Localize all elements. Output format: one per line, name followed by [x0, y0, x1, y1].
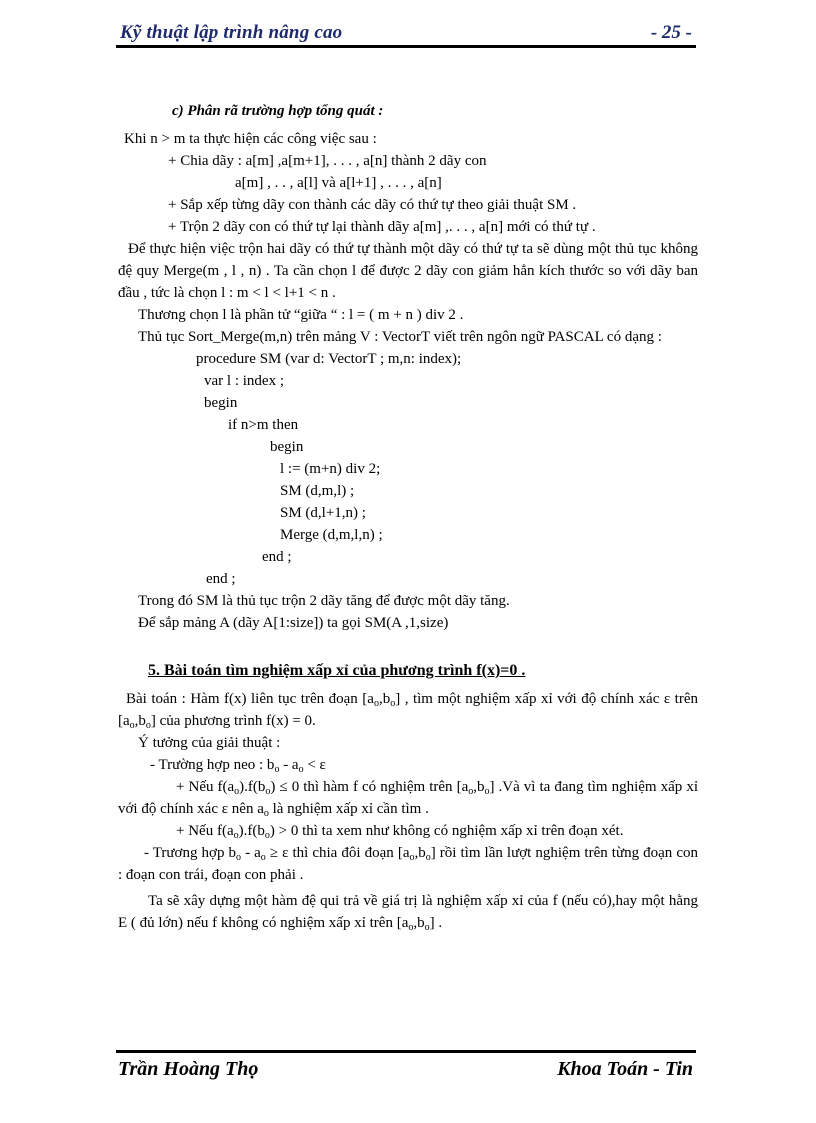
text-line: Ý tưởng của giải thuật : [138, 735, 281, 751]
header-title: Kỹ thuật lập trình nâng cao [120, 22, 343, 43]
footer-author: Trần Hoàng Thọ [118, 1058, 259, 1080]
code-line: end ; [262, 549, 292, 565]
code-line: if n>m then [228, 417, 299, 433]
header-divider [116, 45, 696, 48]
code-line: l := (m+n) div 2; [280, 461, 381, 477]
subsection-title: c) Phân rã trường hợp tổng quát : [172, 103, 384, 119]
text-line: Để sắp mảng A (dãy A[1:size]) ta gọi SM(A ,1,size) [138, 615, 449, 631]
footer-divider [116, 1050, 696, 1053]
code-block [118, 348, 698, 590]
text-line: - Trường hợp neo : $b_o - a_o < \varepsilon$ [150, 757, 326, 775]
footer-department: Khoa Toán - Tin [557, 1058, 693, 1080]
paragraph: Bài toán : Hàm f(x) liên tục trên đoạn $[a_o,b_o]$ , tìm một nghiệm xấp xỉ với độ chính xác ε trên $[a_o,b_o]$ của phương trình f(x) = 0. [118, 691, 698, 731]
paragraph: Để thực hiện việc trộn hai dãy có thứ tự thành một dãy có thứ tự ta sẽ dùng một thủ tục không đệ quy Merge(m , l , n) . Ta cần chọn l để được 2 dãy con giảm hẳn kích thước so với dãy ban đầu , tức là chọn l : m < l < l+1 < n . [118, 241, 698, 301]
paragraph: - Trương hợp $b_o - a_o \ge \varepsilon$ thì chia đôi đoạn $[a_o,b_o]$ rồi tìm lần lượt nghiệm trên từng đoạn con : đoạn con trái, đoạn con phải . [118, 845, 699, 883]
text-line: a[m] , . . , a[l] và a[l+1] , . . . , a[n] [235, 175, 442, 191]
code-line: var l : index ; [204, 373, 284, 389]
code-line: end ; [206, 571, 236, 587]
code-line: SM (d,m,l) ; [280, 483, 355, 499]
text-line: + Trộn 2 dãy con có thứ tự lại thành dãy a[m] ,. . . , a[n] mới có thứ tự . [168, 219, 596, 235]
code-line: Merge (d,m,l,n) ; [280, 527, 383, 543]
code-line: SM (d,l+1,n) ; [280, 505, 366, 521]
text-line: + Sắp xếp từng dãy con thành các dãy có thứ tự theo giải thuật SM . [168, 197, 577, 213]
page-number: - 25 - [650, 22, 692, 43]
text-line: + Nếu $f(a_o).f(b_o) > 0$ thì ta xem như không có nghiệm xấp xỉ trên đoạn xét. [176, 823, 624, 841]
section-title: 5. Bài toán tìm nghiệm xấp xỉ của phương trình f(x)=0 . [148, 662, 526, 679]
code-line: procedure SM (var d: VectorT ; m,n: index); [196, 351, 462, 367]
page-content [118, 100, 698, 934]
text-line: Trong đó SM là thủ tục trộn 2 dãy tăng để được một dãy tăng. [138, 593, 510, 609]
paragraph: Ta sẽ xây dựng một hàm đệ qui trả về giá trị là nghiệm xấp xỉ của f (nếu có),hay một hằng E ( đủ lớn) nếu f không có nghiệm xấp xỉ trên $[a_o,b_o]$ . [118, 893, 698, 933]
code-line: begin [204, 395, 238, 411]
text-line: Khi n > m ta thực hiện các công việc sau : [124, 131, 377, 147]
text-line: Thương chọn l là phần tử “giữa “ : l = ( m + n ) div 2 . [138, 307, 464, 323]
code-line: begin [270, 439, 304, 455]
paragraph: + Nếu $f(a_o).f(b_o) \le 0$ thì hàm f có nghiệm trên $[a_o,b_o]$ .Và vì ta đang tìm nghiệm xấp xỉ với độ chính xác ε nên $a_o$ là nghiệm xấp xỉ cần tìm . [118, 779, 698, 819]
paragraph: Thủ tục Sort_Merge(m,n) trên mảng V : VectorT viết trên ngôn ngữ PASCAL có dạng : [138, 329, 662, 345]
text-line: + Chia dãy : a[m] ,a[m+1], . . . , a[n] thành 2 dãy con [168, 153, 487, 169]
